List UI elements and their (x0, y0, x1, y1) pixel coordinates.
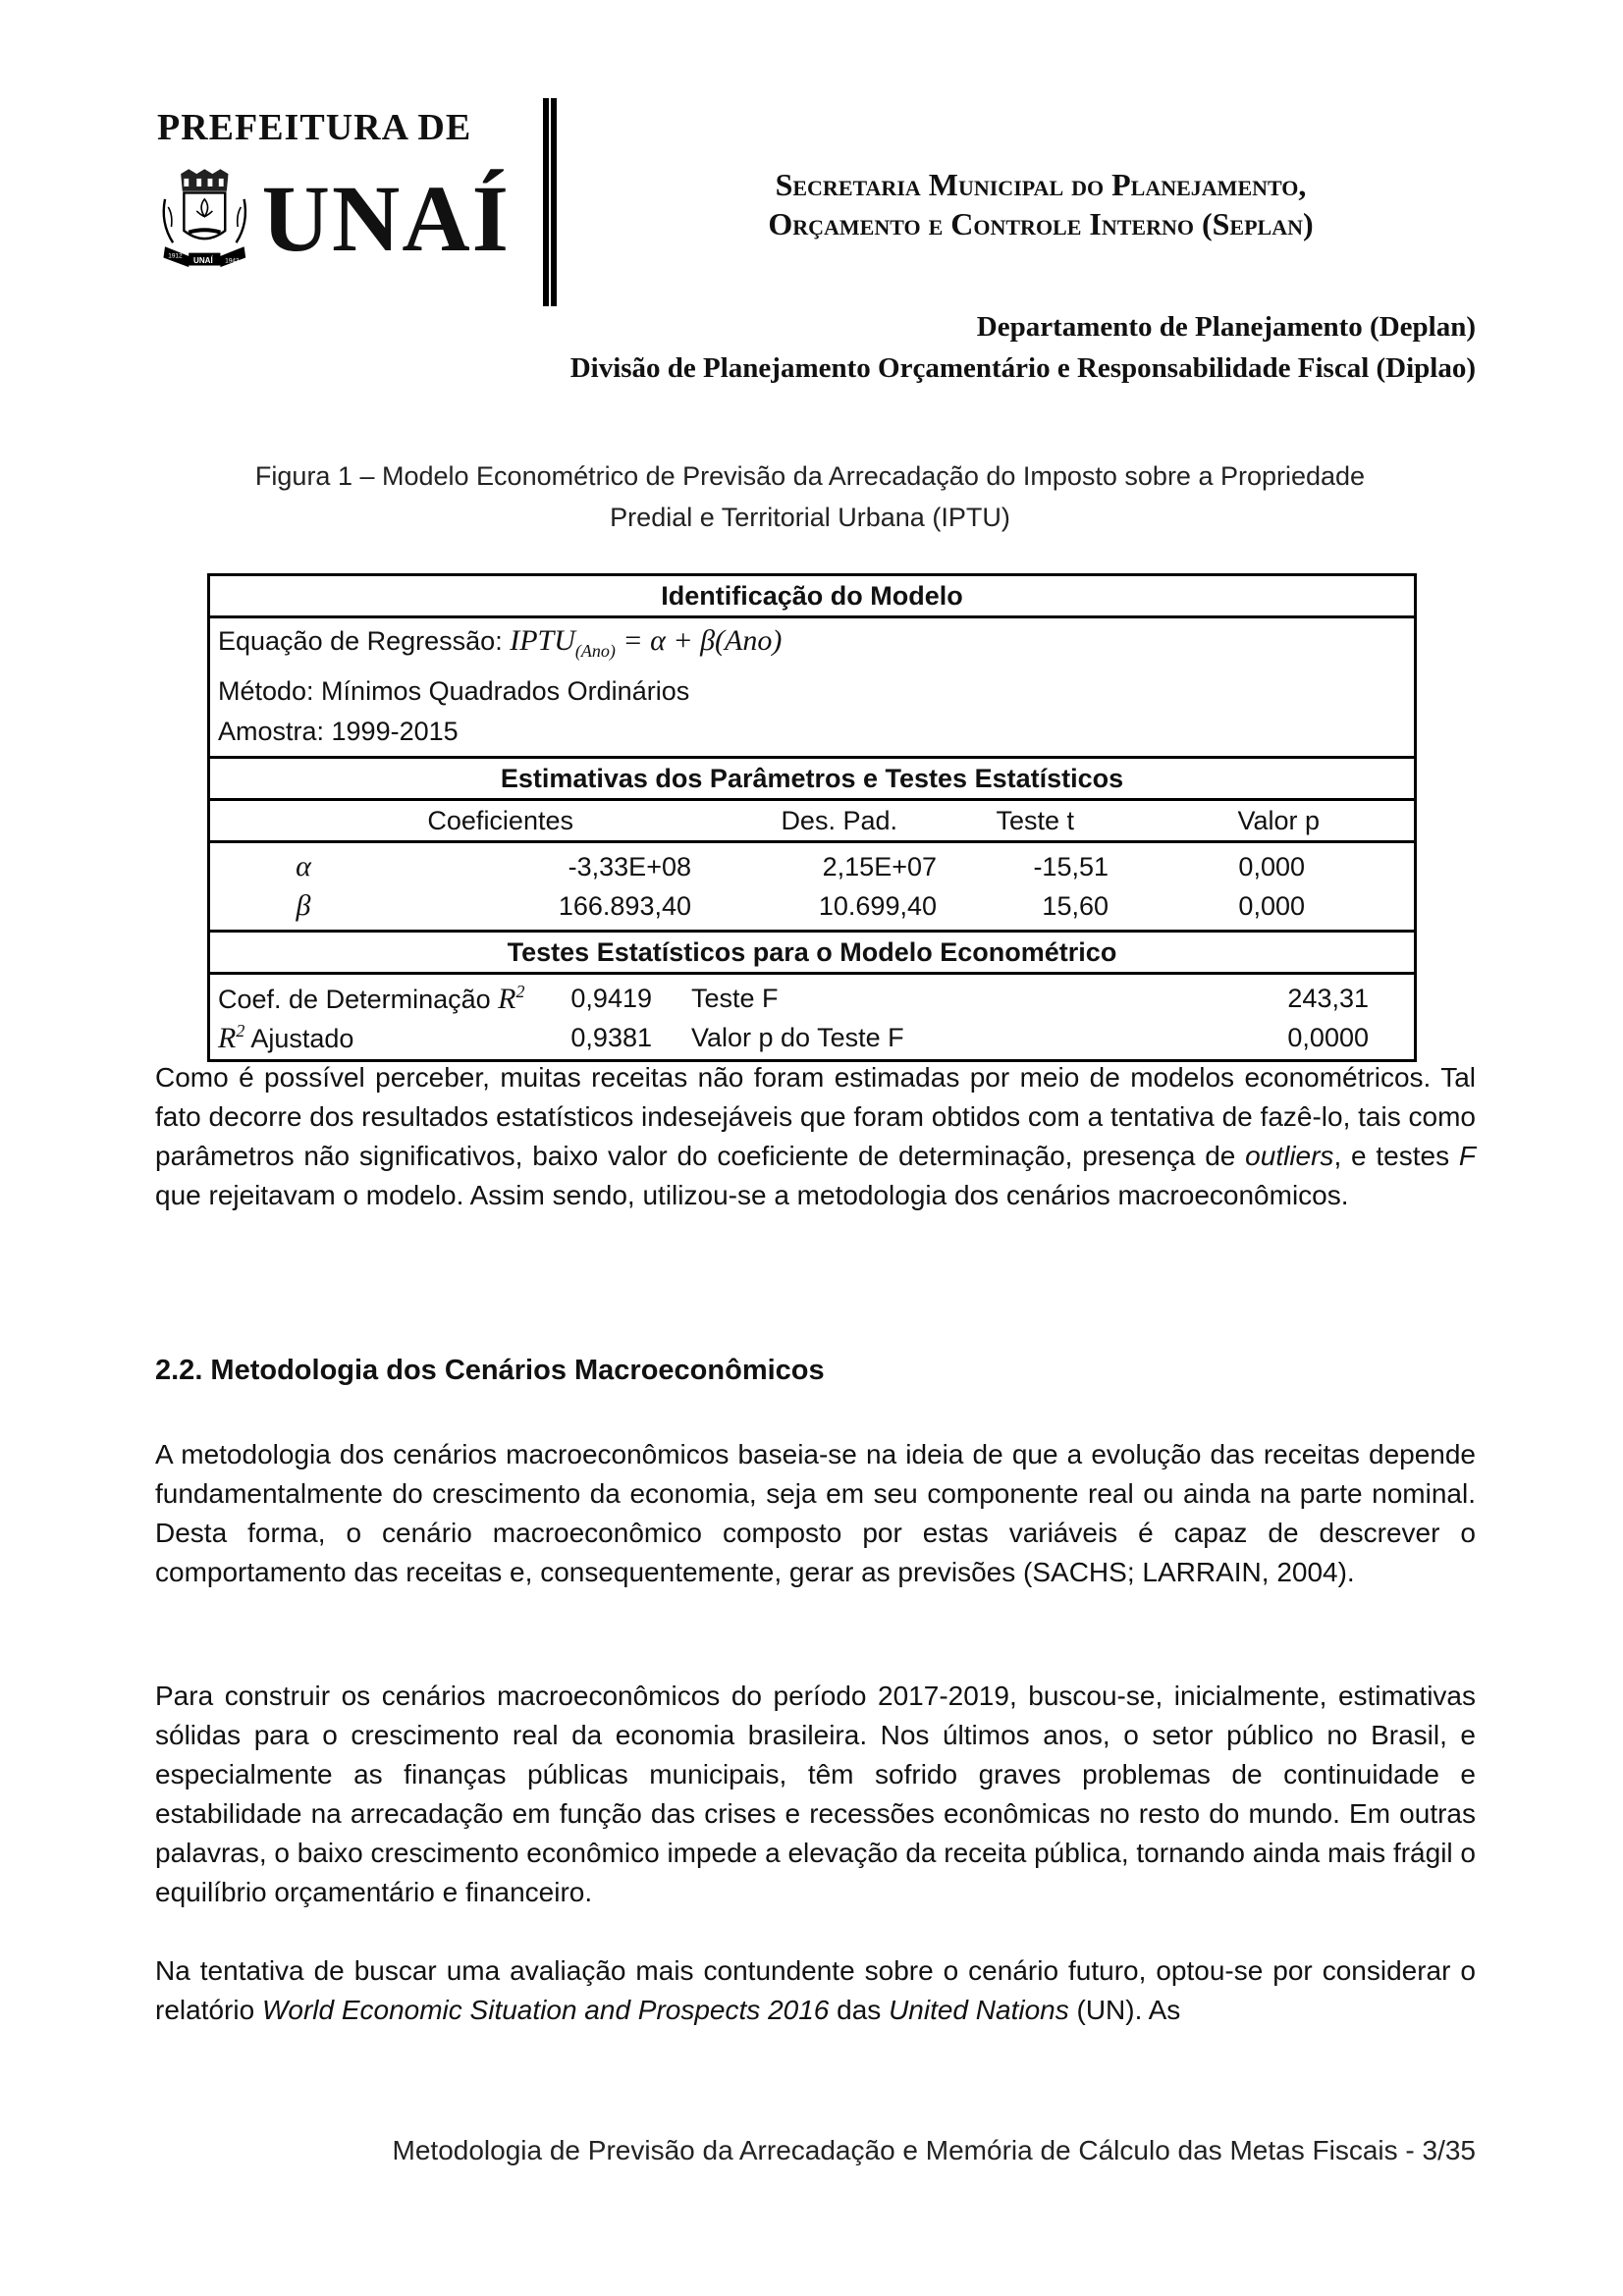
paragraph-scenarios: Para construir os cenários macroeconômicos do período 2017-2019, buscou-se, inicialmente, estimativas sólidas para o crescimento real da economia brasileira. Nos últimos anos, o setor público no Brasil, e especialmente as finanças públicas municipais, têm sofrido graves problemas de continuidade e estabilidade na arrecadação em função das crises e recessões econômicas no resto do mundo. Em outras palavras, o baixo crescimento econômico impede a elevação da receita pública, tornando ainda mais frágil o equilíbrio orçamentário e financeiro. (155, 1681, 1476, 1907)
model-identification (210, 618, 1414, 759)
param-symbol: β (296, 889, 311, 922)
column-header-coef: Coeficientes (427, 805, 573, 835)
p-value: 0,000 (1238, 851, 1305, 881)
svg-text:1943: 1943 (225, 257, 240, 265)
department-block (570, 306, 1476, 389)
estimation-method: Método: Mínimos Quadrados Ordinários (218, 676, 690, 706)
org-name-line2: UNAÍ (261, 166, 511, 271)
column-header-t: Teste t (996, 805, 1074, 835)
svg-text:UNAÍ: UNAÍ (193, 256, 213, 266)
p-value: 0,000 (1238, 890, 1305, 921)
std-value: 2,15E+07 (822, 851, 937, 881)
test-label: Valor p do Teste F (691, 1022, 904, 1052)
svg-text:1912: 1912 (168, 252, 183, 260)
paragraph-un-report: Na tentativa de buscar uma avaliação mais contundente sobre o cenário futuro, optou-se por considerar o relatório World Economic Situation and Prospects 2016 das United Nations (UN). As (155, 1955, 1476, 2025)
sample-period: Amostra: 1999-2015 (218, 717, 459, 746)
section-title: Estimativas dos Parâmetros e Testes Estatísticos (500, 763, 1124, 793)
equation-lhs: $IPTU_{(Ano)} = \alpha + \beta(Ano)$ (510, 624, 783, 661)
stat-value: 0,9419 (570, 983, 652, 1013)
division-name: Divisão de Planejamento Orçamentário e Responsabilidade Fiscal (Diplao) (569, 352, 1476, 384)
paragraph-econometric-limitations: Como é possível perceber, muitas receitas não foram estimadas por meio de modelos econométricos. Tal fato decorre dos resultados estatísticos indesejáveis que foram obtidos com a tentativa de fazê-lo, tais como parâmetros não significativos, baixo valor do coeficiente de determinação, presença de outliers, e testes F que rejeitavam o modelo. Assim sendo, utilizou-se a metodologia dos cenários macroeconômicos. (155, 1062, 1476, 1210)
stat-value: 0,9381 (570, 1022, 652, 1052)
t-value: 15,60 (1042, 890, 1109, 921)
figure-caption-line2: Predial e Territorial Urbana (IPTU) (610, 503, 1010, 532)
figure-caption-line1: Figura 1 – Modelo Econométrico de Previsão da Arrecadação do Imposto sobre a Propriedade (254, 461, 1366, 491)
table-column-headers (210, 801, 1414, 843)
table-section-estimates (210, 759, 1414, 801)
coefficient-rows (210, 843, 1414, 933)
test-value: 243,31 (1287, 983, 1369, 1013)
column-header-p: Valor p (1237, 805, 1320, 835)
std-value: 10.699,40 (818, 890, 937, 921)
secretaria-line2: Orçamento e Controle Interno (Seplan) (768, 206, 1314, 241)
header-divider-bar-left (543, 98, 549, 306)
section-title: Identificação do Modelo (661, 580, 963, 611)
department-name: Departamento de Planejamento (Deplan) (976, 311, 1476, 343)
t-value: -15,51 (1033, 851, 1109, 881)
paragraph-methodology: A metodologia dos cenários macroeconômicos baseia-se na ideia de que a evolução das receitas depende fundamentalmente do crescimento da economia, seja em seu componente real ou ainda na parte nominal. Desta forma, o cenário macroeconômico composto por estas variáveis é capaz de descrever o comportamento das receitas e, consequentemente, gerar as previsões (SACHS; LARRAIN, 2004). (155, 1439, 1476, 1587)
table-row (210, 847, 1414, 886)
stat-label: $R^2$ Ajustado (218, 1020, 354, 1054)
table-row (210, 979, 1414, 1018)
param-symbol: α (296, 850, 311, 882)
section-heading: 2.2. Metodologia dos Cenários Macroeconômicos (155, 1355, 825, 1386)
test-label: Teste F (691, 983, 779, 1013)
table-section-model-tests (210, 933, 1414, 975)
page-footer: Metodologia de Previsão da Arrecadação e Memória de Cálculo das Metas Fiscais - 3/35 (392, 2135, 1476, 2165)
stat-label: Coef. de Determinação $R^2$ (218, 981, 525, 1015)
table-section-identification (210, 576, 1414, 618)
municipality-logo (157, 106, 511, 283)
coef-value: 166.893,40 (558, 890, 691, 921)
figure-caption (167, 455, 1453, 538)
header-divider-bar-right (551, 98, 557, 306)
coat-of-arms-icon (157, 155, 252, 283)
section-title: Testes Estatísticos para o Modelo Econométrico (507, 936, 1117, 967)
column-header-std: Des. Pad. (781, 805, 897, 835)
secretaria-line1: Secretaria Municipal do Planejamento, (775, 167, 1307, 202)
org-name-line1: PREFEITURA DE (157, 107, 472, 148)
secretaria-title (609, 165, 1473, 243)
table-row (210, 1018, 1414, 1057)
regression-equation (218, 620, 1414, 671)
test-value: 0,0000 (1287, 1022, 1369, 1052)
coef-value: -3,33E+08 (568, 851, 691, 881)
equation-label: Equação de Regressão: (218, 626, 511, 656)
econometric-model-table (207, 573, 1417, 1062)
table-row (210, 886, 1414, 926)
model-test-rows (210, 975, 1414, 1059)
